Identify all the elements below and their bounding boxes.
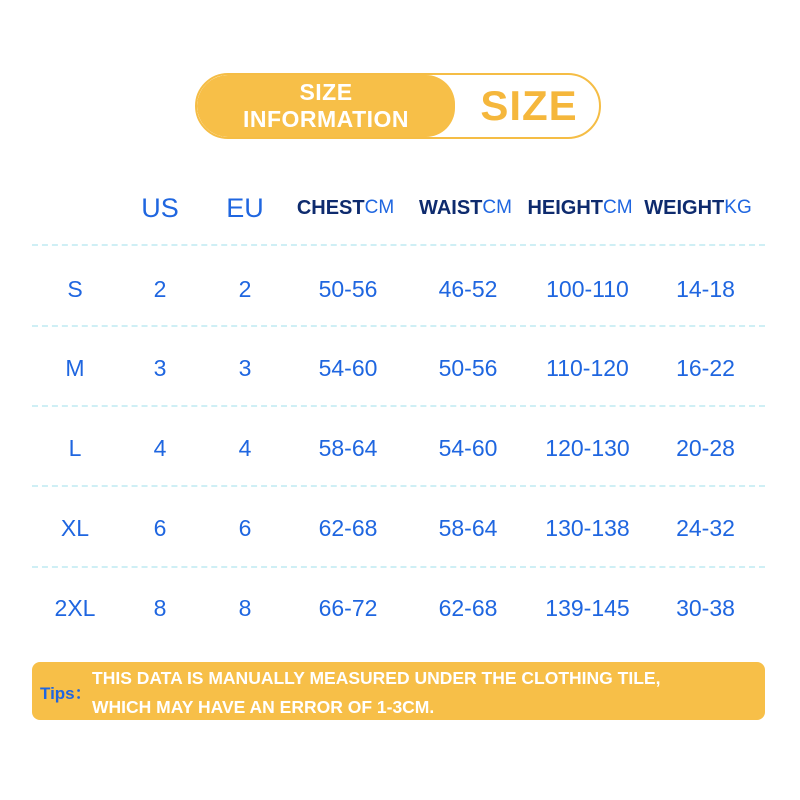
cell-chest: 54-60: [318, 354, 378, 381]
cell-size: M: [65, 354, 85, 381]
cell-height: 130-138: [545, 514, 630, 541]
cell-us: 6: [153, 514, 167, 541]
cell-size: L: [68, 434, 82, 461]
cell-waist: 50-56: [438, 354, 498, 381]
badge-size-label: SIZE: [480, 82, 578, 129]
tips-label: Tips：: [40, 684, 92, 703]
cell-chest: 50-56: [318, 275, 378, 302]
cell-waist: 54-60: [438, 434, 498, 461]
cell-height: 100-110: [546, 275, 629, 302]
tips-line2: WHICH MAY HAVE AN ERROR OF 1-3CM.: [92, 697, 435, 717]
header-waist-unit: CM: [482, 197, 512, 218]
divider: [32, 485, 765, 487]
cell-size: S: [67, 275, 83, 302]
cell-waist: 46-52: [438, 275, 498, 302]
header-weight-label: WEIGHT: [644, 196, 725, 219]
header-us: US: [141, 192, 179, 223]
divider: [32, 244, 765, 246]
badge-title: [197, 75, 455, 137]
size-information-badge: [195, 73, 601, 139]
cell-weight: 14-18: [676, 275, 735, 302]
cell-eu: 6: [238, 514, 252, 541]
cell-weight: 16-22: [676, 354, 735, 381]
divider: [32, 566, 765, 568]
header-height-label: HEIGHT: [527, 196, 603, 219]
header-weight-unit: KG: [724, 197, 752, 218]
cell-us: 8: [153, 594, 167, 621]
cell-weight: 20-28: [676, 434, 735, 461]
cell-eu: 4: [238, 434, 252, 461]
header-height: [520, 190, 640, 226]
cell-chest: 62-68: [318, 514, 378, 541]
cell-us: 2: [153, 275, 167, 302]
cell-size: 2XL: [54, 594, 96, 621]
badge-title-line2: INFORMATION: [242, 106, 410, 132]
cell-height: 120-130: [545, 434, 630, 461]
cell-chest: 58-64: [318, 434, 378, 461]
header-chest: [288, 190, 403, 226]
header-chest-label: CHEST: [296, 196, 365, 219]
cell-weight: 30-38: [676, 594, 735, 621]
header-eu: EU: [226, 192, 264, 223]
tips-banner: [32, 662, 765, 720]
header-waist-label: WAIST: [419, 196, 483, 219]
cell-eu: 3: [238, 354, 252, 381]
header-chest-unit: CM: [364, 197, 395, 218]
header-waist: [408, 190, 523, 226]
cell-eu: 2: [238, 275, 252, 302]
cell-waist: 62-68: [438, 594, 498, 621]
tips-text: [92, 664, 764, 722]
divider: [32, 405, 765, 407]
header-height-unit: CM: [603, 197, 633, 218]
cell-us: 4: [153, 434, 167, 461]
badge-title-line1: SIZE: [299, 79, 353, 105]
cell-waist: 58-64: [438, 514, 498, 541]
cell-height: 110-120: [546, 354, 629, 381]
cell-us: 3: [153, 354, 167, 381]
cell-eu: 8: [238, 594, 252, 621]
cell-weight: 24-32: [676, 514, 735, 541]
tips-line1: THIS DATA IS MANUALLY MEASURED UNDER THE CLOTHING TILE,: [92, 668, 661, 688]
cell-size: XL: [60, 514, 90, 541]
divider: [32, 325, 765, 327]
header-weight: [638, 190, 758, 226]
cell-chest: 66-72: [318, 594, 378, 621]
cell-height: 139-145: [545, 594, 630, 621]
